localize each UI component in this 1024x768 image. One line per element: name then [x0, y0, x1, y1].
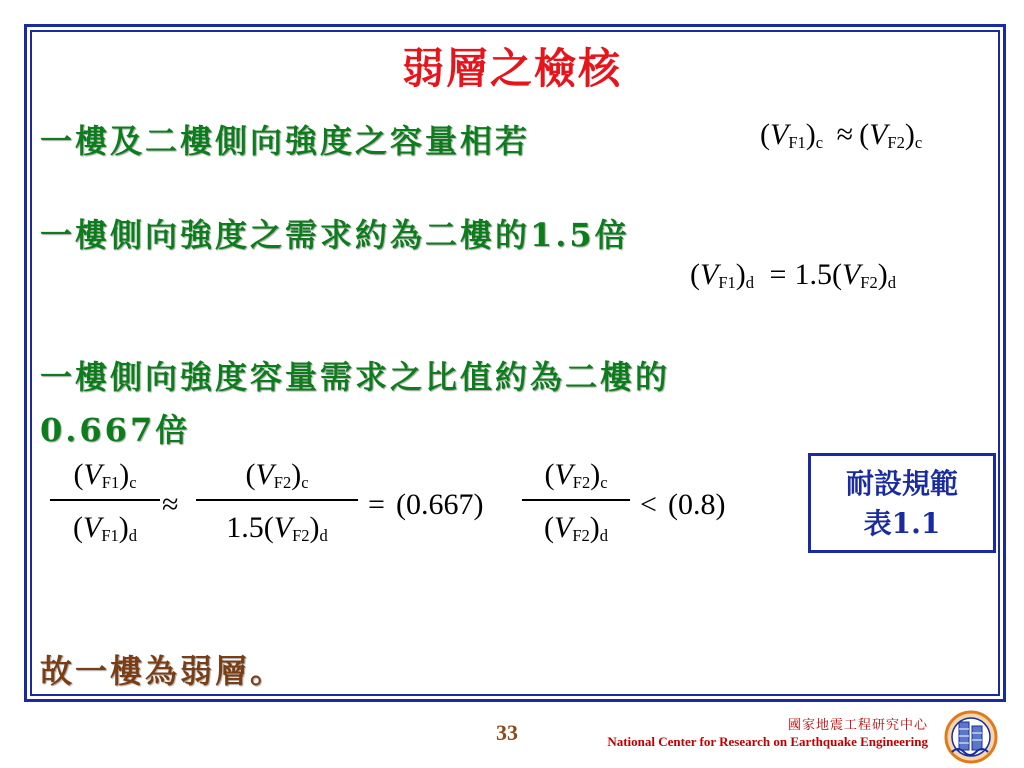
- operator-equals: =: [368, 488, 385, 521]
- fraction-f3: $(V_{F2})_c$ $(V_{F2})_d$: [522, 458, 630, 546]
- code-reference-line1: 耐設規範: [845, 467, 958, 500]
- limit-value: (0.8): [668, 488, 726, 521]
- slide-title: 弱層之檢核: [401, 44, 622, 93]
- org-name-english: National Center for Research on Earthquake Engineering: [607, 734, 928, 749]
- operator-approx: ≈: [162, 488, 179, 521]
- org-name-chinese: 國家地震工程研究中心: [787, 718, 928, 733]
- statement-ratio: 一樓側向強度容量需求之比值約為二樓的: [40, 358, 671, 396]
- page-number: 33: [496, 720, 518, 745]
- coefficient-value: (0.667): [396, 488, 484, 521]
- code-reference-line2: 表1.1: [863, 507, 941, 540]
- statement-ratio-value: 0.667倍: [40, 411, 191, 449]
- operator-less-than: <: [640, 488, 657, 521]
- code-reference-box: [808, 453, 996, 553]
- equation-demand: $(V_{F1})_d = 1.5(V_{F2})_d$: [690, 258, 896, 293]
- equation-capacity: $(V_{F1})_c \approx (V_{F2})_c$: [760, 118, 923, 153]
- conclusion-text: 故一樓為弱層。: [40, 652, 286, 690]
- ncree-building-logo-icon: [944, 710, 998, 764]
- fraction-f1: $(V_{F1})_c$ $(V_{F1})_d$: [50, 458, 160, 546]
- fraction-f2: $(V_{F2})_c$ $1.5(V_{F2})_d$: [196, 458, 358, 546]
- statement-demand: 一樓側向強度之需求約為二樓的1.5倍: [40, 216, 630, 254]
- statement-capacity: 一樓及二樓側向強度之容量相若: [40, 122, 531, 160]
